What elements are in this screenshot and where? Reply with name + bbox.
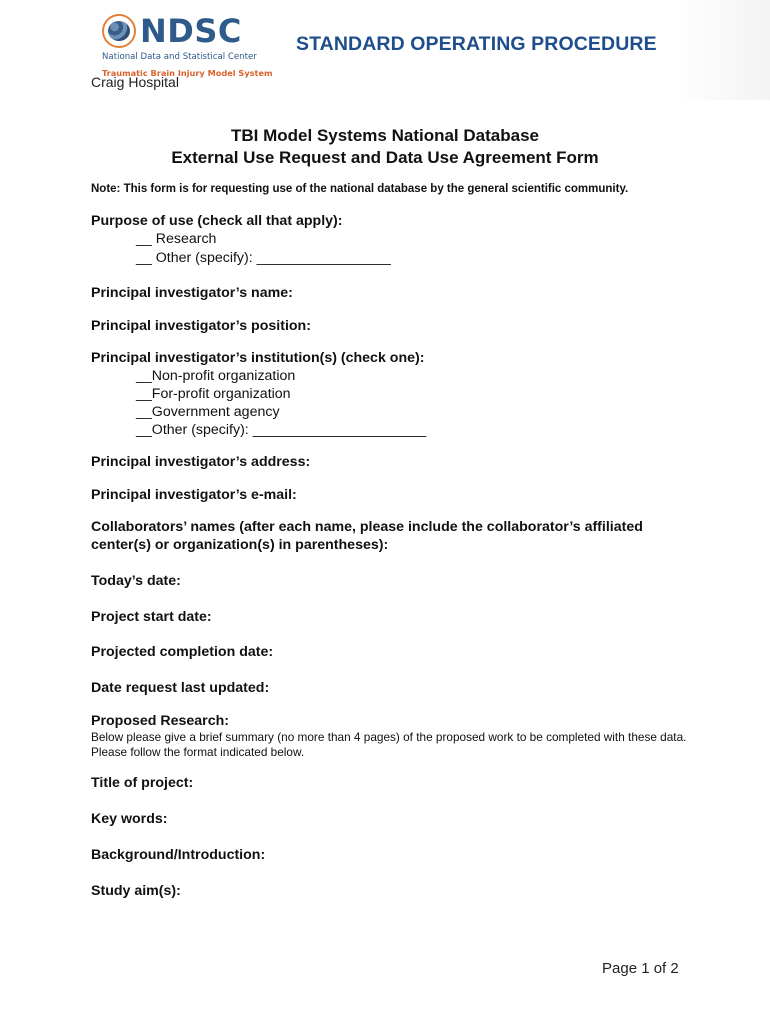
purpose-label: Purpose of use (check all that apply): [91,213,343,229]
project-title-label: Title of project: [91,775,194,791]
project-start-date-label: Project start date: [91,609,212,625]
pi-institution-label: Principal investigator’s institution(s) (check one): [91,350,425,366]
pi-address-label: Principal investigator’s address: [91,454,311,470]
institution-option-other: __Other (specify): ______________________ [136,422,427,438]
purpose-option-research: __ Research [136,231,217,247]
form-title-line2: External Use Request and Data Use Agreement Form [171,148,599,167]
form-title-line1: TBI Model Systems National Database [231,126,539,145]
institution-option-government: __Government agency [136,404,280,420]
pi-email-label: Principal investigator’s e-mail: [91,487,297,503]
logo-wordmark: NDSC [140,12,242,50]
logo-program: Traumatic Brain Injury Model System [102,68,273,78]
form-note: Note: This form is for requesting use of the national database by the general scientific community. [91,183,629,195]
logo-subtitle: National Data and Statistical Center [102,52,257,62]
proposed-research-instructions: Below please give a brief summary (no more than 4 pages) of the proposed work to be completed with these data. Please follow the format indicated below. [91,730,687,759]
institution-option-forprofit: __For-profit organization [136,386,291,402]
projected-completion-date-label: Projected completion date: [91,644,274,660]
hospital-name: Craig Hospital [91,74,179,90]
date-last-updated-label: Date request last updated: [91,680,270,696]
institution-option-nonprofit: __Non-profit organization [136,368,296,384]
collaborators-label: Collaborators’ names (after each name, please include the collaborator’s affiliated center(s) or organization(s) in parentheses): [91,519,643,553]
todays-date-label: Today’s date: [91,573,181,589]
page-number: Page 1 of 2 [602,960,679,977]
pi-name-label: Principal investigator’s name: [91,285,293,301]
background-label: Background/Introduction: [91,847,266,863]
purpose-option-other: __ Other (specify): _________________ [136,250,391,266]
study-aims-label: Study aim(s): [91,883,181,899]
ndsc-logo [100,12,275,82]
key-words-label: Key words: [91,811,168,827]
page-corner-shade [675,0,770,100]
pi-position-label: Principal investigator’s position: [91,318,311,334]
brain-logo-icon [102,14,136,48]
proposed-research-label: Proposed Research: [91,713,229,729]
document-type-heading: STANDARD OPERATING PROCEDURE [296,33,657,55]
